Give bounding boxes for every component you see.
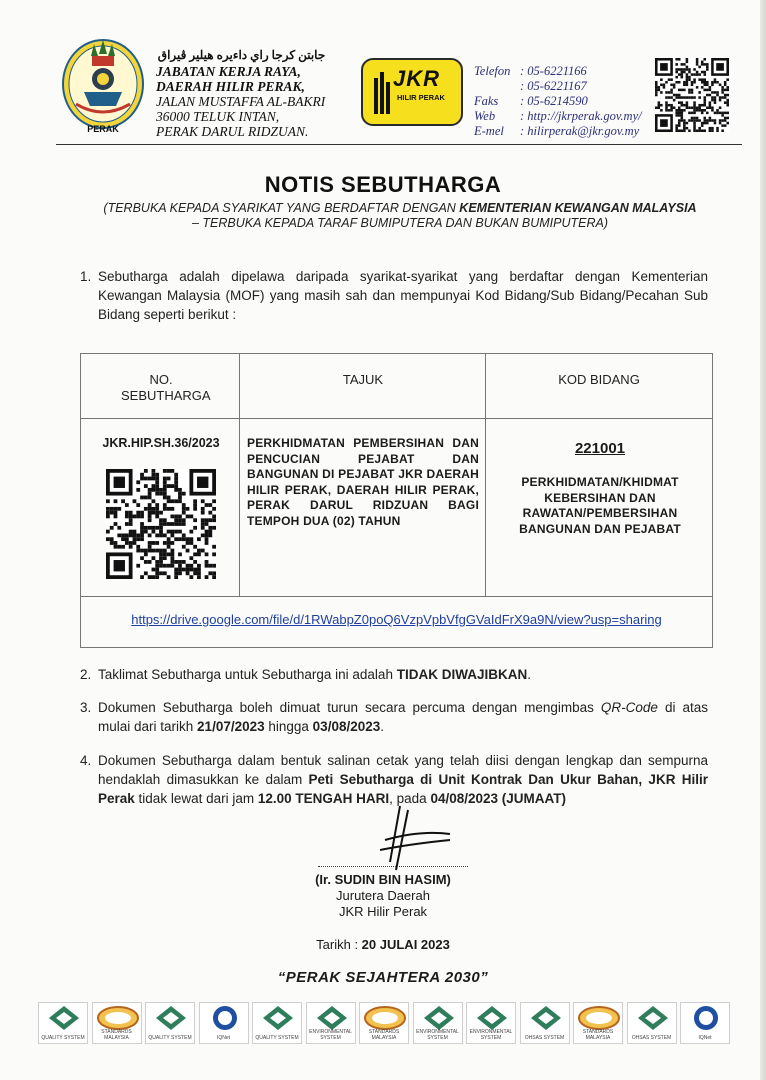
field-code-description: PERKHIDMATAN/KHIDMAT KEBERSIHAN DAN RAWATAN/PEMBERSIHAN BANGUNAN DAN PEJABAT xyxy=(519,475,681,536)
document-qr-code-icon[interactable] xyxy=(106,469,216,579)
paragraph-3: 3. Dokumen Sebutharga boleh dimuat turun secara percuma dengan mengimbas QR-Code di atas mulai dari tarikh 21/07/2023 hingga 03/08/2023. xyxy=(80,700,708,734)
certification-label: QUALITY SYSTEM xyxy=(41,1035,85,1041)
certification-badge-icon xyxy=(200,1003,250,1033)
quotation-table xyxy=(80,353,713,648)
contact-row-phone1: Telefon : 05-6221166 xyxy=(474,64,587,78)
notice-date: Tarikh : 20 JULAI 2023 xyxy=(316,937,450,952)
contact-row-phone2: : 05-6221167 xyxy=(520,79,587,93)
certification-badge-icon xyxy=(39,1003,89,1033)
certification-label: ENVIRONMENTAL SYSTEM xyxy=(309,1029,352,1041)
certification-logo xyxy=(92,1002,142,1044)
jkr-logo-text: JKR xyxy=(393,66,441,91)
certification-label: OHSAS SYSTEM xyxy=(524,1035,565,1041)
certification-label: OHSAS SYSTEM xyxy=(631,1035,672,1041)
certification-logo xyxy=(145,1002,195,1044)
certification-logo xyxy=(573,1002,623,1044)
certification-logo xyxy=(520,1002,570,1044)
certification-label: QUALITY SYSTEM xyxy=(148,1035,192,1041)
jkr-logo-subtext: HILIR PERAK xyxy=(397,93,445,102)
table-divider xyxy=(81,418,712,419)
quotation-number: JKR.HIP.SH.36/2023 xyxy=(102,436,220,450)
table-header-no-sebutharga: NO. SEBUTHARGA xyxy=(121,372,211,403)
contact-block xyxy=(474,64,642,139)
certification-logo xyxy=(252,1002,302,1044)
certification-label: STANDARDS MALAYSIA xyxy=(368,1029,400,1041)
department-name-line2: DAERAH HILIR PERAK, xyxy=(156,79,305,94)
certification-label: ENVIRONMENTAL SYSTEM xyxy=(469,1029,513,1041)
department-jawi-name: جابتن كرجا راي داءيره هيلير ڤيراق xyxy=(157,48,326,62)
certification-badge-icon xyxy=(681,1003,731,1033)
quotation-title: PERKHIDMATAN PEMBERSIHAN DAN PENCUCIAN PEJABAT DAN BANGUNAN DI PEJABAT JKR DAERAH HILIR PERAK, DAERAH HILIR PERAK, PERAK DARUL RIDZUAN BAGI TEMPOH DUA (02) TAHUN xyxy=(247,436,479,528)
table-divider xyxy=(81,596,712,597)
header-qr-code-icon[interactable] xyxy=(655,58,729,132)
contact-row-fax: Faks : 05-6214590 xyxy=(474,94,588,108)
certification-badge-icon xyxy=(628,1003,678,1033)
certification-logo xyxy=(38,1002,88,1044)
certification-logo xyxy=(199,1002,249,1044)
certification-logo xyxy=(680,1002,730,1044)
crest-label: PERAK xyxy=(87,124,119,134)
certification-logo xyxy=(466,1002,516,1044)
certification-badge-icon xyxy=(521,1003,571,1033)
document-download-link[interactable]: https://drive.google.com/file/d/1RWabpZ0poQ6VzpVpbVfgGVaIdFrX9a9N/view?usp=sharing xyxy=(131,612,662,627)
jkr-building-icon xyxy=(373,68,391,116)
certification-label: QUALITY SYSTEM xyxy=(255,1035,299,1041)
certification-logo xyxy=(627,1002,677,1044)
notice-title: NOTIS SEBUTHARGA xyxy=(264,172,502,197)
jkr-logo xyxy=(361,58,463,126)
paragraph-2: 2. Taklimat Sebutharga untuk Sebutharga ini adalah TIDAK DIWAJIBKAN. xyxy=(80,667,531,682)
address-line1: JALAN MUSTAFFA AL-BAKRI xyxy=(156,94,326,109)
certification-logo xyxy=(359,1002,409,1044)
certification-label: STANDARDS MALAYSIA xyxy=(582,1029,614,1041)
contact-row-email[interactable]: E-mel : hilirperak@jkr.gov.my xyxy=(474,124,640,138)
certification-logo xyxy=(413,1002,463,1044)
certification-badge-icon xyxy=(146,1003,196,1033)
signatory-name: (Ir. SUDIN BIN HASIM) xyxy=(315,872,451,887)
address-line2: 36000 TELUK INTAN, xyxy=(156,109,280,124)
table-divider xyxy=(485,354,486,596)
signatory-block xyxy=(0,872,766,920)
state-motto: “PERAK SEJAHTERA 2030” xyxy=(277,969,489,986)
signature-line xyxy=(318,866,468,867)
table-divider xyxy=(239,354,240,596)
notice-subtitle: (TERBUKA KEPADA SYARIKAT YANG BERDAFTAR DENGAN KEMENTERIAN KEWANGAN MALAYSIA – TERBUKA KEPADA TARAF BUMIPUTERA DAN BUKAN BUMIPUTERA) xyxy=(103,201,697,230)
certification-logo xyxy=(306,1002,356,1044)
table-header-kod-bidang: KOD BIDANG xyxy=(558,372,640,387)
address-line3: PERAK DARUL RIDZUAN. xyxy=(156,124,309,139)
contact-row-web[interactable]: Web : http://jkrperak.gov.my/ xyxy=(474,109,642,123)
certification-badge-icon xyxy=(253,1003,303,1033)
department-name-line1: JABATAN KERJA RAYA, xyxy=(156,64,301,79)
certification-logos-strip xyxy=(38,998,742,1048)
signatory-position: Jurutera Daerah xyxy=(336,888,430,903)
certification-label: IQNet xyxy=(698,1035,712,1041)
paragraph-1: 1. Sebutharga adalah dipelawa daripada syarikat-syarikat yang berdaftar dengan Kementerian Kewangan Malaysia (MOF) yang masih sah dan mempunyai Kod Bidang/Sub Bidang/Pecahan Sub Bidang seperti berikut : xyxy=(80,269,708,322)
certification-label: IQNet xyxy=(216,1035,231,1041)
handwritten-signature xyxy=(300,800,500,880)
certification-label: STANDARDS MALAYSIA xyxy=(101,1029,132,1041)
header-divider xyxy=(56,144,742,145)
perak-crest-logo xyxy=(56,34,150,138)
paragraph-4: 4. Dokumen Sebutharga dalam bentuk salinan cetak yang telah diisi dengan lengkap dan sempurna hendaklah dimasukkan ke dalam Peti Sebutharga di Unit Kontrak Dan Ukur Bahan, JKR Hilir Perak tidak lewat dari jam 12.00 TENGAH HARI, pada 04/08/2023 (JUMAAT) xyxy=(80,753,708,806)
department-address-block xyxy=(156,48,325,139)
table-header-tajuk: TAJUK xyxy=(342,372,384,387)
field-code: 221001 xyxy=(574,440,626,457)
certification-label: ENVIRONMENTAL SYSTEM xyxy=(416,1029,459,1041)
signatory-office: JKR Hilir Perak xyxy=(338,904,428,919)
